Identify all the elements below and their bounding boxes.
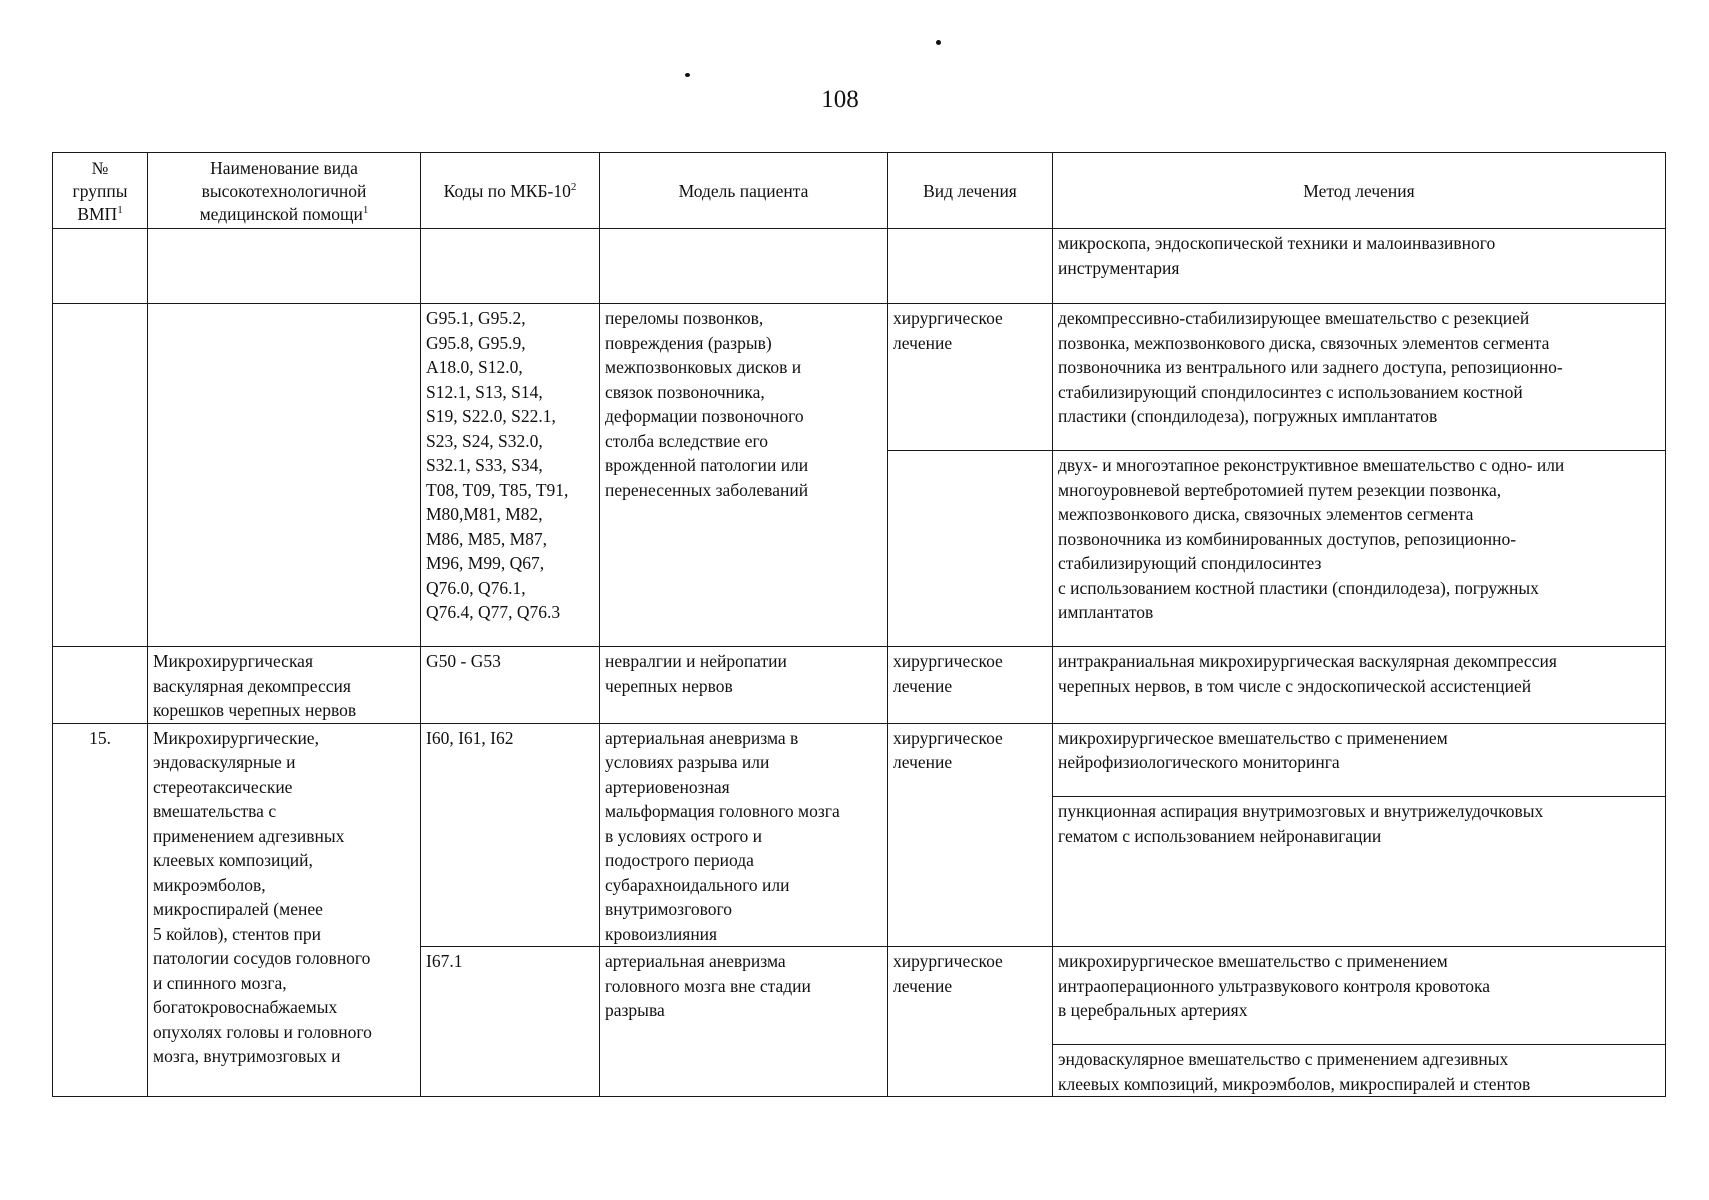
table-row xyxy=(53,723,1666,797)
table-row xyxy=(53,304,1666,451)
cell-treatment-type: хирургическое лечение xyxy=(888,723,1053,947)
cell-icd-codes xyxy=(421,229,600,304)
cell-group xyxy=(53,647,148,724)
header-group-number: № группы ВМП$^1$ xyxy=(53,153,148,229)
cell-icd-codes: I60, I61, I62 xyxy=(421,723,600,947)
scan-speck xyxy=(685,73,690,77)
cell-group xyxy=(53,304,148,647)
vmp-table xyxy=(52,152,1666,1097)
cell-patient-model: невралгии и нейропатии черепных нервов xyxy=(600,647,888,724)
cell-icd-codes: G95.1, G95.2, G95.8, G95.9, A18.0, S12.0, S12.1, S13, S14, S19, S22.0, S22.1, S23, S24, S32.0, S32.1, S33, S34, T08, T09, T85, T91, M80,M81, M82, M86, M85, M87, M96, M99, Q67, Q76.0, Q76.1, Q76.4, Q77, Q76.3 xyxy=(421,304,600,647)
cell-treatment-type: хирургическое лечение xyxy=(888,647,1053,724)
page-number: 108 xyxy=(821,86,859,113)
header-treatment-type: Вид лечения xyxy=(888,153,1053,229)
cell-treatment-method: микроскопа, эндоскопической техники и малоинвазивного инструментария xyxy=(1053,229,1666,304)
cell-patient-model: артериальная аневризма в условиях разрыва или артериовенозная мальформация головного мозга в условиях острого и подострого периода субарахноидального или внутримозгового кровоизлияния xyxy=(600,723,888,947)
cell-treatment-method: пункционная аспирация внутримозговых и внутрижелудочковых гематом с использованием нейронавигации xyxy=(1053,797,1666,947)
table-row xyxy=(53,647,1666,724)
cell-treatment-method: двух- и многоэтапное реконструктивное вмешательство с одно- или многоуровневой вертебротомией путем резекции позвонка, межпозвонкового диска, связочных элементов сегмента позвоночника из комбинированных доступов, репозиционно- стабилизирующий спондилосинтез с использованием костной пластики (спондилодеза), погружных имплантатов xyxy=(1053,451,1666,647)
cell-icd-codes: I67.1 xyxy=(421,947,600,1097)
cell-care-type: Микрохирургические, эндоваскулярные и стереотаксические вмешательства с применением адгезивных клеевых композиций, микроэмболов, микроспиралей (менее 5 койлов), стентов при патологии сосудов головного и спинного мозга, богатокровоснабжаемых опухолях головы и головного мозга, внутримозговых и xyxy=(148,723,421,1097)
header-treatment-method: Метод лечения xyxy=(1053,153,1666,229)
header-icd-codes: Коды по МКБ-$10^2$ xyxy=(421,153,600,229)
header-patient-model: Модель пациента xyxy=(600,153,888,229)
cell-treatment-type xyxy=(888,451,1053,647)
cell-treatment-type xyxy=(888,229,1053,304)
cell-treatment-method: декомпрессивно-стабилизирующее вмешательство с резекцией позвонка, межпозвонкового диска, связочных элементов сегмента позвоночника из вентрального или заднего доступа, репозиционно- стабилизирующий спондилосинтез с использованием костной пластики (спондилодеза), погружных имплантатов xyxy=(1053,304,1666,451)
cell-group xyxy=(53,229,148,304)
header-care-type: Наименование вида высокотехнологичной медицинской помощи$^1$ xyxy=(148,153,421,229)
cell-group: 15. xyxy=(53,723,148,1097)
table-row xyxy=(53,229,1666,304)
table-header-row xyxy=(53,153,1666,229)
cell-treatment-type: хирургическое лечение xyxy=(888,304,1053,451)
cell-care-type xyxy=(148,304,421,647)
cell-treatment-method: интракраниальная микрохирургическая васкулярная декомпрессия черепных нервов, в том числе с эндоскопической ассистенцией xyxy=(1053,647,1666,724)
cell-treatment-method: микрохирургическое вмешательство с применением интраоперационного ультразвукового контроля кровотока в церебральных артериях xyxy=(1053,947,1666,1045)
scan-speck xyxy=(936,40,941,45)
cell-treatment-type: хирургическое лечение xyxy=(888,947,1053,1097)
cell-treatment-method: эндоваскулярное вмешательство с применением адгезивных клеевых композиций, микроэмболов, микроспиралей и стентов xyxy=(1053,1045,1666,1097)
cell-care-type: Микрохирургическая васкулярная декомпрессия корешков черепных нервов xyxy=(148,647,421,724)
cell-patient-model xyxy=(600,229,888,304)
cell-treatment-method: микрохирургическое вмешательство с применением нейрофизиологического мониторинга xyxy=(1053,723,1666,797)
cell-patient-model: переломы позвонков, повреждения (разрыв) межпозвонковых дисков и связок позвоночника, деформации позвоночного столба вследствие его врожденной патологии или перенесенных заболеваний xyxy=(600,304,888,647)
cell-icd-codes: G50 - G53 xyxy=(421,647,600,724)
cell-care-type xyxy=(148,229,421,304)
cell-patient-model: артериальная аневризма головного мозга вне стадии разрыва xyxy=(600,947,888,1097)
